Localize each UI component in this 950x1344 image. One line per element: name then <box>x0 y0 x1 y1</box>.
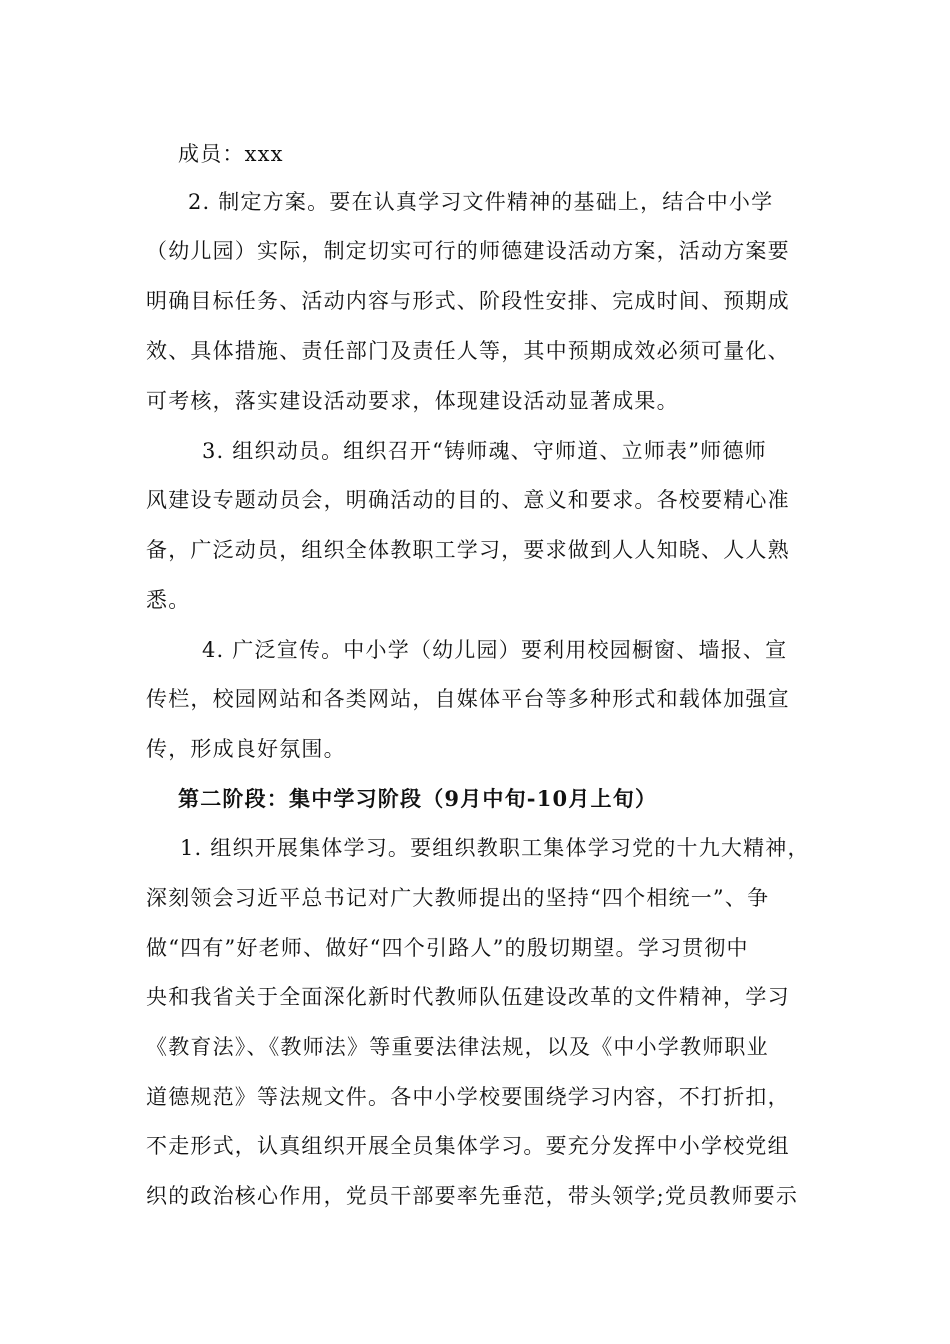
para2-line: 明确目标任务、活动内容与形式、阶段性安排、完成时间、预期成 <box>146 289 790 313</box>
members-line: 成员：xxx <box>178 142 284 166</box>
stage2-para1-line: 1. 组织开展集体学习。要组织教职工集体学习党的十九大精神， <box>180 836 810 860</box>
stage2-para1-line: 不走形式，认真组织开展全员集体学习。要充分发挥中小学校党组 <box>146 1134 790 1158</box>
para2-line: 效、具体措施、责任部门及责任人等，其中预期成效必须可量化、 <box>146 339 790 363</box>
para2-line: 2. 制定方案。要在认真学习文件精神的基础上，结合中小学 <box>188 190 774 214</box>
para4-line: 4. 广泛宣传。中小学（幼儿园）要利用校园橱窗、墙报、宣 <box>202 638 788 662</box>
stage2-para1-line: 做“四有”好老师、做好“四个引路人”的殷切期望。学习贯彻中 <box>146 936 749 960</box>
para3-line: 风建设专题动员会，明确活动的目的、意义和要求。各校要精心准 <box>146 488 790 512</box>
stage2-para1-line: 织的政治核心作用，党员干部要率先垂范，带头领学;党员教师要示 <box>146 1184 799 1208</box>
stage2-para1-line: 道德规范》等法规文件。各中小学校要围绕学习内容，不打折扣， <box>146 1085 790 1109</box>
para3-line: 3. 组织动员。组织召开“铸师魂、守师道、立师表”师德师 <box>202 439 767 463</box>
stage2-heading: 第二阶段：集中学习阶段（9月中旬-10月上旬） <box>178 786 658 811</box>
para3-line: 备，广泛动员，组织全体教职工学习，要求做到人人知晓、人人熟 <box>146 538 790 562</box>
para2-line: （幼儿园）实际，制定切实可行的师德建设活动方案，活动方案要 <box>146 239 790 263</box>
stage2-para1-line: 央和我省关于全面深化新时代教师队伍建设改革的文件精神，学习 <box>146 985 790 1009</box>
para3-line: 悉。 <box>146 588 191 612</box>
para4-line: 传栏，校园网站和各类网站，自媒体平台等多种形式和载体加强宣 <box>146 687 790 711</box>
para2-line: 可考核，落实建设活动要求，体现建设活动显著成果。 <box>146 389 679 413</box>
stage2-para1-line: 深刻领会习近平总书记对广大教师提出的坚持“四个相统一”、争 <box>146 886 770 910</box>
para4-line: 传，形成良好氛围。 <box>146 737 346 761</box>
stage2-para1-line: 《教育法》、《教师法》等重要法律法规，以及《中小学教师职业 <box>146 1035 769 1059</box>
